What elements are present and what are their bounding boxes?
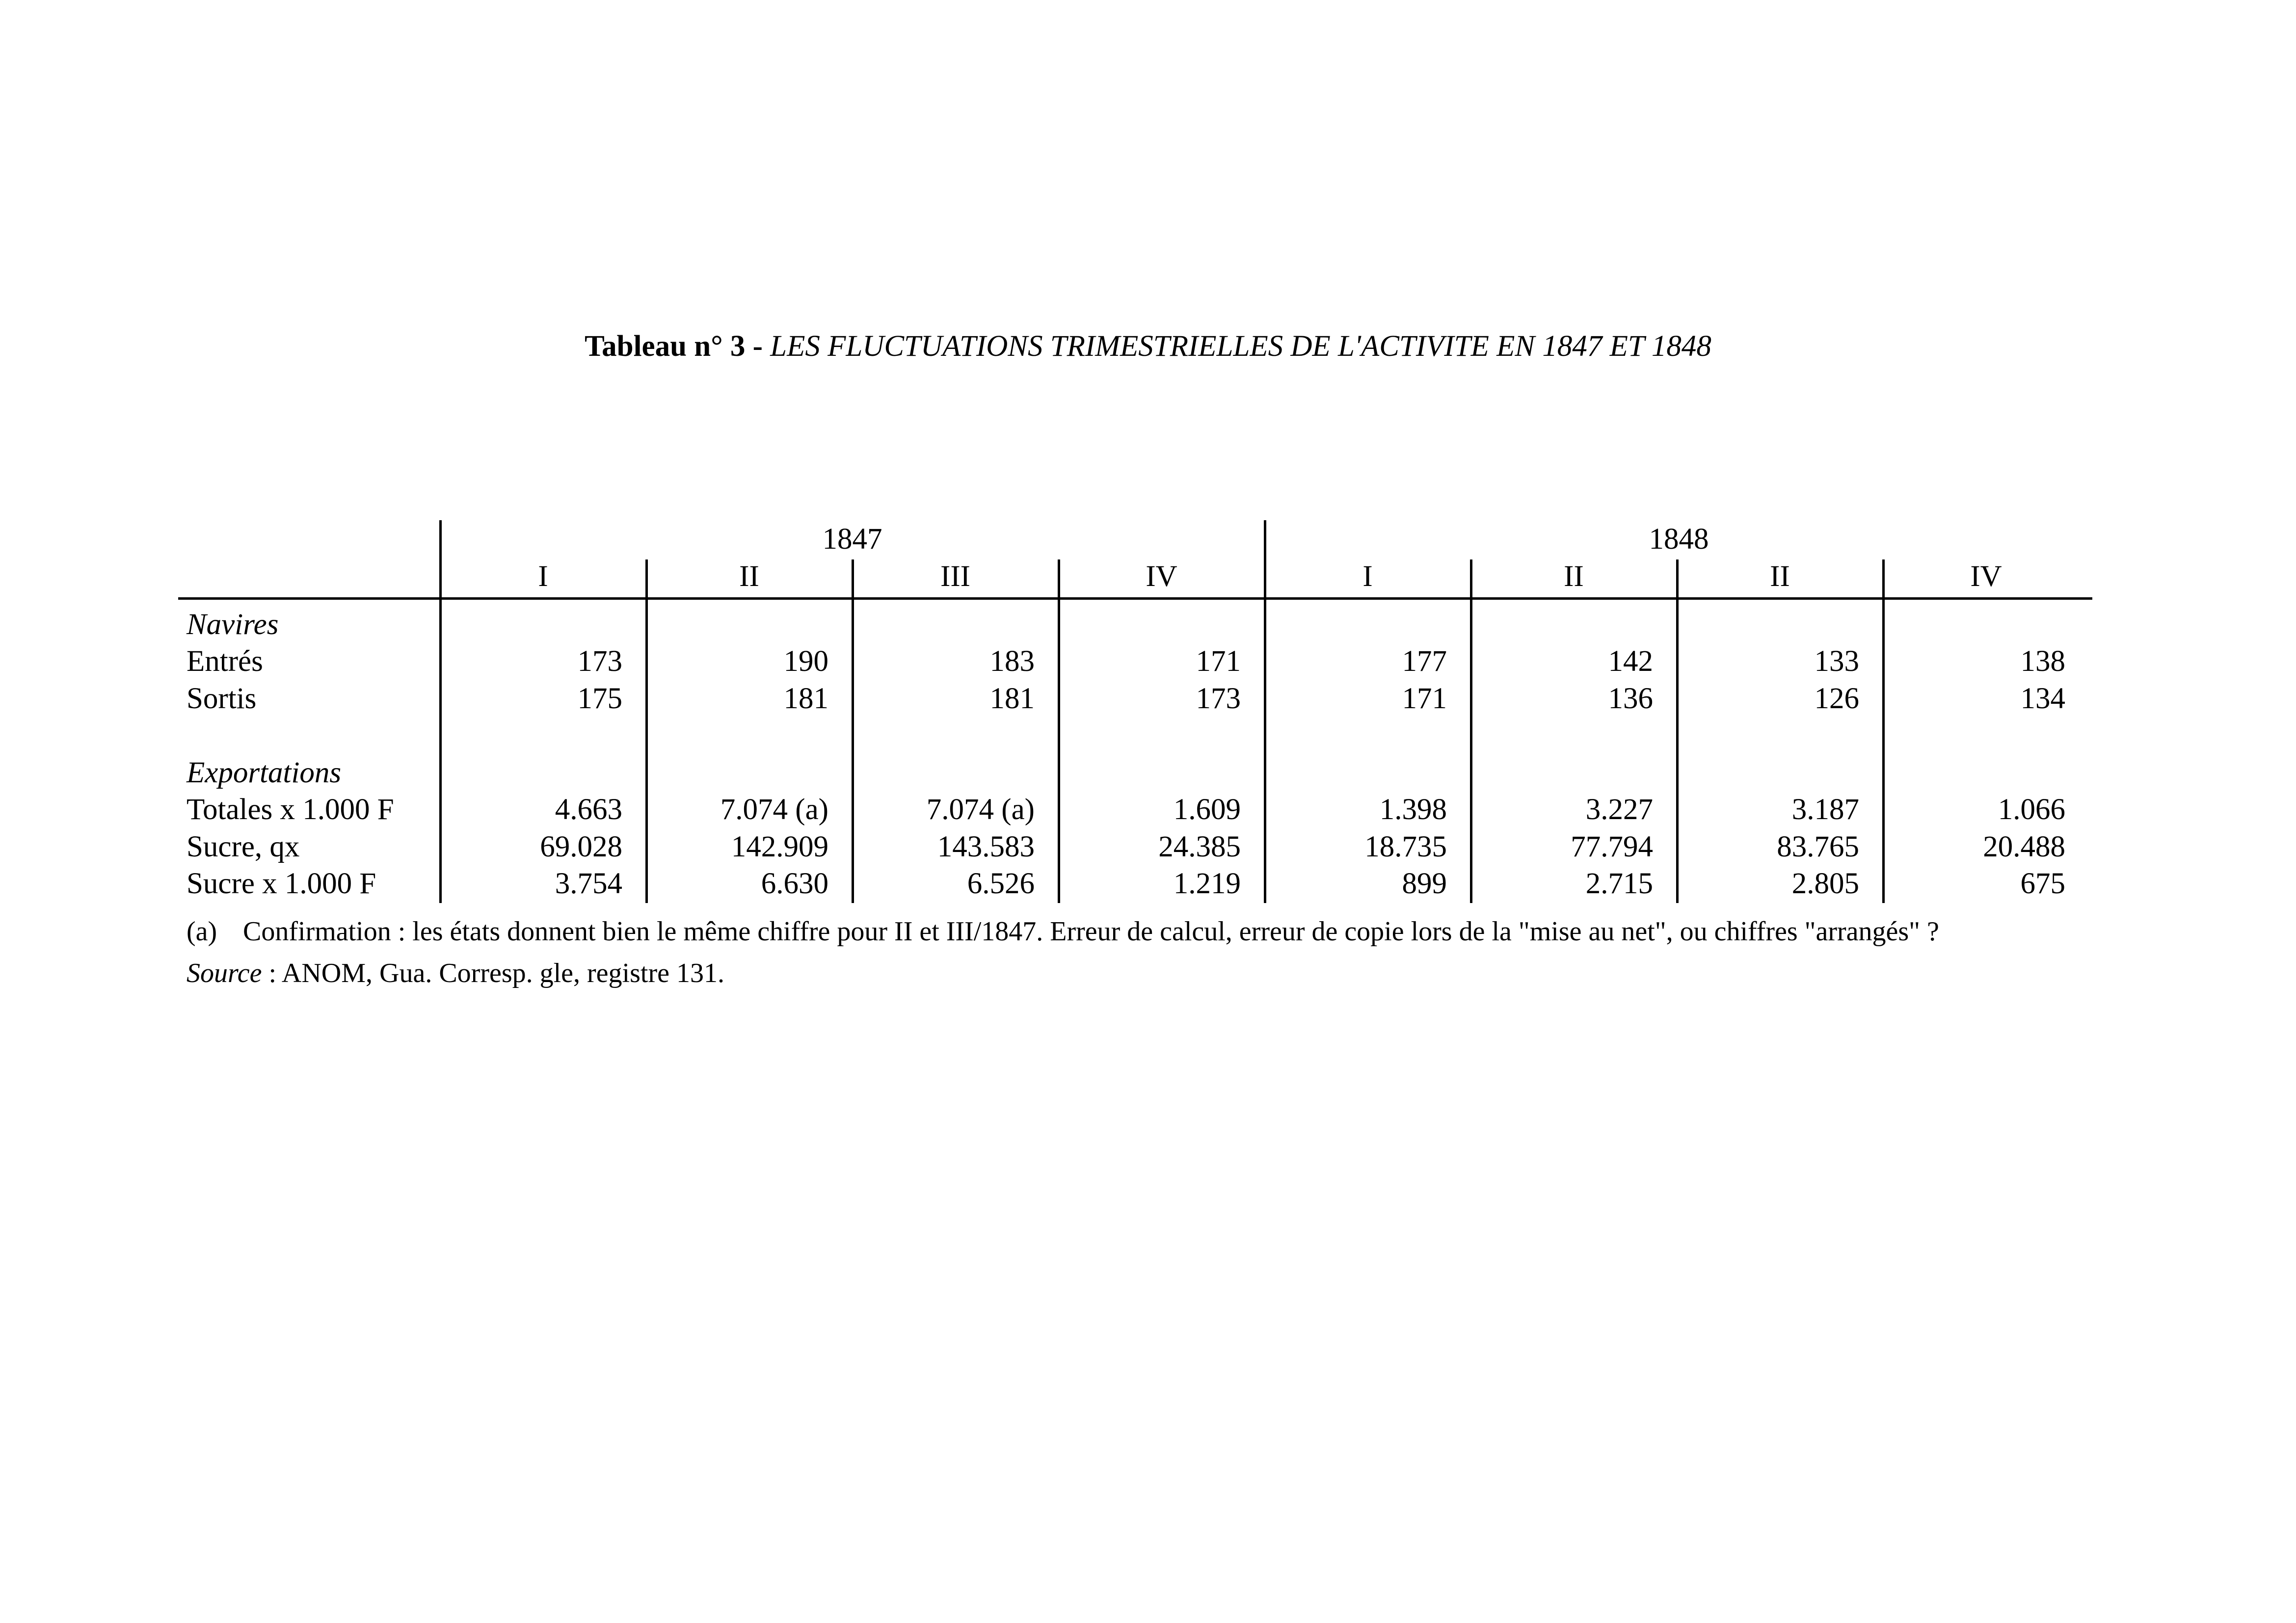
- header-rule: [178, 597, 2092, 600]
- source-label: Source: [187, 958, 262, 988]
- table-caption: LES FLUCTUATIONS TRIMESTRIELLES DE L'ACTIVITE EN 1847 ET 1848: [770, 330, 1711, 363]
- table-cell: 177: [1402, 645, 1447, 678]
- quarter-header: II: [1770, 560, 1790, 593]
- footnote-a: [187, 913, 1939, 950]
- quarter-header: I: [538, 560, 548, 593]
- table-number: Tableau n° 3 -: [585, 330, 771, 363]
- table-cell: 181: [989, 682, 1035, 715]
- row-label-entres: Entrés: [187, 645, 263, 678]
- table-cell: 3.227: [1585, 793, 1653, 826]
- table-cell: 7.074 (a): [720, 793, 828, 826]
- quarter-header: II: [1564, 560, 1584, 593]
- table-cell: 171: [1402, 682, 1447, 715]
- quarter-header: II: [739, 560, 759, 593]
- row-label-sucre-qx: Sucre, qx: [187, 830, 300, 863]
- table-cell: 136: [1608, 682, 1653, 715]
- table-cell: 18.735: [1364, 830, 1447, 863]
- year-header-1848: 1848: [1649, 523, 1709, 556]
- table-cell: 173: [1196, 682, 1241, 715]
- row-label-sucre-francs: Sucre x 1.000 F: [187, 867, 376, 900]
- quarter-header: IV: [1146, 560, 1177, 593]
- table-cell: 1.066: [1998, 793, 2065, 826]
- table-cell: 69.028: [540, 830, 622, 863]
- footnote-text: Confirmation : les états donnent bien le même chiffre pour II et III/1847. Erreur de calcul, erreur de copie lors de la "mise au net", ou chiffres "arrangés" ?: [243, 916, 1939, 947]
- source-text: : ANOM, Gua. Corresp. gle, registre 131.: [262, 958, 724, 988]
- table-cell: 6.526: [967, 867, 1035, 900]
- table-cell: 126: [1814, 682, 1859, 715]
- table-cell: 190: [783, 645, 828, 678]
- group-heading-exportations: Exportations: [187, 756, 342, 789]
- table-cell: 899: [1402, 867, 1447, 900]
- year-header-1847: 1847: [822, 523, 882, 556]
- table-cell: 133: [1814, 645, 1859, 678]
- table-cell: 175: [577, 682, 622, 715]
- table-cell: 134: [2020, 682, 2065, 715]
- table-cell: 3.754: [555, 867, 622, 900]
- data-table: [178, 520, 2092, 913]
- table-cell: 3.187: [1791, 793, 1859, 826]
- table-cell: 143.583: [937, 830, 1035, 863]
- table-cell: 142: [1608, 645, 1653, 678]
- row-label-totales: Totales x 1.000 F: [187, 793, 394, 826]
- group-heading-navires: Navires: [187, 608, 279, 641]
- table-cell: 173: [577, 645, 622, 678]
- table-cell: 181: [783, 682, 828, 715]
- table-cell: 20.488: [1983, 830, 2065, 863]
- source-line: [187, 955, 724, 992]
- row-label-sortis: Sortis: [187, 682, 257, 715]
- table-cell: 6.630: [761, 867, 828, 900]
- table-cell: 2.805: [1791, 867, 1859, 900]
- table-cell: 171: [1196, 645, 1241, 678]
- quarter-header: III: [940, 560, 970, 593]
- table-cell: 24.385: [1158, 830, 1241, 863]
- table-cell: 138: [2020, 645, 2065, 678]
- table-cell: 142.909: [731, 830, 828, 863]
- table-cell: 77.794: [1571, 830, 1653, 863]
- table-cell: 675: [2020, 867, 2065, 900]
- table-cell: 7.074 (a): [926, 793, 1035, 826]
- table-cell: 83.765: [1777, 830, 1859, 863]
- footnote-marker: (a): [187, 916, 217, 947]
- table-cell: 2.715: [1585, 867, 1653, 900]
- quarter-header: I: [1362, 560, 1373, 593]
- quarter-header: IV: [1970, 560, 2002, 593]
- table-cell: 1.398: [1379, 793, 1447, 826]
- table-cell: 4.663: [555, 793, 622, 826]
- table-cell: 1.609: [1173, 793, 1241, 826]
- table-cell: 183: [989, 645, 1035, 678]
- table-title: [0, 327, 2296, 366]
- table-cell: 1.219: [1173, 867, 1241, 900]
